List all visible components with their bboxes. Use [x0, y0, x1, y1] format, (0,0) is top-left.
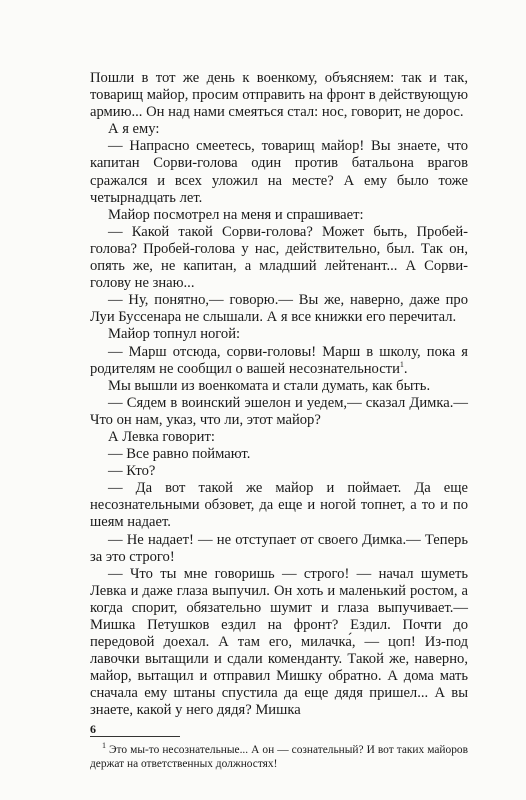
- paragraph: Мы вышли из военкомата и стали думать, как быть.: [108, 377, 431, 394]
- footnote-mark: 1: [102, 740, 106, 750]
- main-text: [90, 70, 468, 720]
- paragraph: — Какой такой Сорви-голова? Может быть, Пробей-голова? Пробей-голова у нас, действительно, был. Так он, опять же, не капитан, а младший лейтенант... А Сорви-голову не знаю...: [90, 223, 468, 292]
- paragraph: — Кто?: [108, 463, 156, 480]
- paragraph: — Не надает! — не отступает от своего Димка.— Теперь за это строго!: [90, 531, 468, 565]
- paragraph: — Все равно поймают.: [108, 446, 251, 463]
- footnote-text: Это мы-то несознательные... А он — сознательный? И вот таких майоров держат на ответственных должностях!: [90, 743, 468, 770]
- paragraph: — Ну, понятно,— говорю.— Вы же, наверно, даже про Луи Буссенара не слышали. А я все книжки его перечитал.: [90, 292, 468, 326]
- paragraph: Майор топнул ногой:: [108, 326, 241, 343]
- paragraph: Майор посмотрел на меня и спрашивает:: [108, 206, 364, 223]
- footnote-divider: [90, 736, 180, 737]
- paragraph: — Напрасно смеетесь, товарищ майор! Вы знаете, что капитан Сорви-голова один против батальона врагов сражался и всех уложил на месте? А ему было тоже четырнадцать лет.: [90, 138, 468, 206]
- book-page: [90, 70, 468, 771]
- paragraph: Пошли в тот же день к военкому, объясняем: так и так, товарищ майор, просим отправить на фронт в действующую армию... Он над нами смеяться стал: нос, говорит, не дорос.: [90, 70, 468, 121]
- paragraph: — Что ты мне говоришь — строго! — начал шуметь Левка и даже глаза выпучил. Он хоть и маленький ростом, а когда спорит, обязательно шумит и глаза выпучивает.— Мишка Петушков ездил на фронт? Ездил. Почти до передовой доехал. А там его, милачка́, — цоп! Из-под лавочки вытащили и сдали коменданту. Такой же, наверно, майор, вытащил и отправил Мишку обратно. А дома мать сначала ему штаны спустила да еще дядя пришел... А вы знаете, какой у него дядя? Мишка: [90, 565, 468, 719]
- footnote: [90, 740, 468, 771]
- paragraph: — Сядем в воинский эшелон и уедем,— сказал Димка.— Что он нам, указ, что ли, этот майор?: [90, 394, 468, 428]
- paragraph: А Левка говорит:: [108, 428, 215, 445]
- paragraph: — Да вот такой же майор и поймает. Да еще несознательными обзовет, да еще и ногой топнет, а то и по шеям надает.: [90, 480, 468, 531]
- paragraph: — Марш отсюда, сорви-головы! Марш в школу, пока я родителям не сообщил о вашей несознательности$^1$.: [90, 343, 468, 377]
- page-number: 6: [90, 722, 96, 736]
- paragraph: А я ему:: [108, 121, 160, 138]
- paragraph-text: — Марш отсюда, сорви-головы! Марш в школу, пока я родителям не сообщил о вашей несознательности: [90, 343, 468, 377]
- footnote-reference: 1: [399, 359, 404, 369]
